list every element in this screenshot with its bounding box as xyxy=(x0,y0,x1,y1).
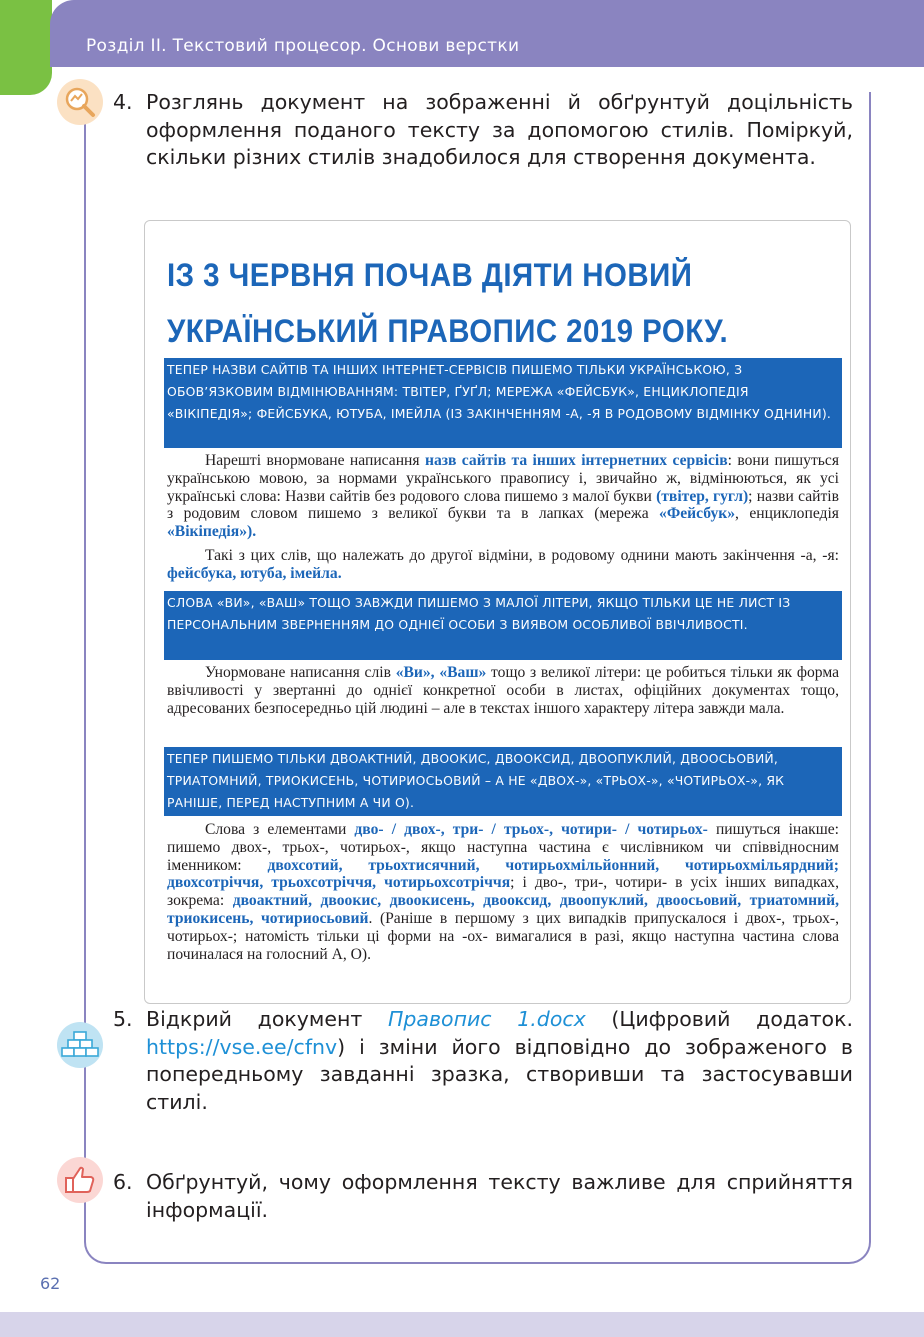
document-sample xyxy=(144,220,851,1004)
task-number: 5. xyxy=(113,1007,133,1031)
document-title xyxy=(167,247,774,359)
task-number: 4. xyxy=(113,90,133,114)
page-header-title: Розділ II. Текстовий процесор. Основи верстки xyxy=(86,36,520,56)
body-paragraph: Унормоване написання слів «Ви», «Ваш» тощо з великої літери: це робиться тільки як форма ввічливості у звертанні до однієї конкретної особи в листах, офіційних документах тощо, адресованих безпосередньо цій людині – але в текстах іншого характеру літера завжди мала. xyxy=(167,664,839,717)
file-name: Правопис 1.docx xyxy=(387,1007,586,1031)
thumbs-up-icon xyxy=(57,1157,103,1203)
heading-band: ТЕПЕР НАЗВИ САЙТІВ ТА ІНШИХ ІНТЕРНЕТ-СЕРВІСІВ ПИШЕМО ТІЛЬКИ УКРАЇНСЬКОЮ, З ОБОВ’ЯЗКОВИМ ВІДМІНЮВАННЯМ: ТВІТЕР, ҐУҐЛ; МЕРЕЖА «ФЕЙСБУК», ЕНЦИКЛОПЕДІЯ «ВІКІПЕДІЯ»; ФЕЙСБУКА, ЮТУБА, ІМЕЙЛА (ІЗ ЗАКІНЧЕННЯМ -А, -Я В РОДОВОМУ ВІДМІНКУ ОДНИНИ). xyxy=(164,358,842,448)
search-icon xyxy=(57,79,103,125)
heading-band: ТЕПЕР ПИШЕМО ТІЛЬКИ ДВОАКТНИЙ, ДВООКИС, ДВООКСИД, ДВООПУКЛИЙ, ДВООСЬОВИЙ, ТРИАТОМНИЙ, ТРИОКИСЕНЬ, ЧОТИРИОСЬОВИЙ – А НЕ «ДВОХ-», «ТРЬОХ-», «ЧОТИРЬОХ-», ЯК РАНІШЕ, ПЕРЕД НАСТУПНИМ А ЧИ О). xyxy=(164,747,842,816)
task-6 xyxy=(113,1169,853,1224)
document-title-line: ІЗ 3 ЧЕРВНЯ ПОЧАВ ДІЯТИ НОВИЙ xyxy=(167,257,693,293)
page-number: 62 xyxy=(40,1274,61,1293)
task-number: 6. xyxy=(113,1170,133,1194)
body-paragraph: Такі з цих слів, що належать до другої відміни, в родовому однини мають закінчення -а, -я: фейсбука, ютуба, імейла. xyxy=(167,547,839,582)
body-paragraph: Слова з елементами дво- / двох-, три- / трьох-, чотири- / чотирьох- пишуться інакше: пишемо двох-, трьох-, чотирьох-, якщо наступна частина є числівником чи співвідносним іменником: двохсотий, трьохтисячний, чотирьохмільйонний, чотирьохмільярдний; двохсотріччя, трьохсотріччя, чотирьохсотріччя; і дво-, три-, чотири- в усіх інших випадках, зокрема: двоактний, двоокис, двоокисень, двооксид, двоопуклий, двоосьовий, триатомний, триокисень, чотириосьовий. (Раніше в першому з цих випадків припускалося і двох-, трьох-, чотирьох-; натомість тільки ці форми на -ох- вимагалися в разі, якщо наступна частина слова починалася на голосний А, О). xyxy=(167,821,840,963)
body-paragraph: Нарешті внормоване написання назв сайтів та інших інтернетних сервісів: вони пишуться українською мовою, за нормами українського правопису і, звичайно ж, відмінюються, як усі українські слова: Назви сайтів без родового слова пишемо з малої букви (твітер, гугл); назви сайтів з родовим словом пишемо з великої букви та в лапках (мережа «Фейсбук», енциклопедія «Вікіпедія»). xyxy=(167,452,839,541)
heading-band: СЛОВА «ВИ», «ВАШ» ТОЩО ЗАВЖДИ ПИШЕМО З МАЛОЇ ЛІТЕРИ, ЯКЩО ТІЛЬКИ ЦЕ НЕ ЛИСТ ІЗ ПЕРСОНАЛЬНИМ ЗВЕРНЕННЯМ ДО ОДНІЄЇ ОСОБИ З ВИЯВОМ ОСОБЛИВОЇ ВВІЧЛИВОСТІ. xyxy=(164,591,842,660)
header-bar xyxy=(50,0,924,67)
task-5 xyxy=(113,1006,853,1116)
task-text: Обґрунтуй, чому оформлення тексту важливе для сприйняття інформації. xyxy=(146,1170,853,1222)
digital-supplement-link[interactable]: https://vse.ee/cfnv xyxy=(146,1034,338,1059)
blocks-icon xyxy=(57,1022,103,1068)
task-text: Розглянь документ на зображенні й обґрунтуй доцільність оформлення поданого тексту за допомогою стилів. Поміркуй, скільки різних стилів знадобилося для створення документа. xyxy=(146,90,853,169)
task-4 xyxy=(113,89,853,172)
footer-bar xyxy=(0,1312,924,1337)
task-text: Відкрий документ Правопис 1.docx (Цифровий додаток. https://vse.ee/cfnv) і зміни його відповідно до зображеного в попередньому завданні зразка, створивши та застосувавши стилі. xyxy=(146,1007,853,1114)
document-title-line: УКРАЇНСЬКИЙ ПРАВОПИС 2019 РОКУ. xyxy=(167,313,729,349)
chapter-tab xyxy=(0,0,52,95)
